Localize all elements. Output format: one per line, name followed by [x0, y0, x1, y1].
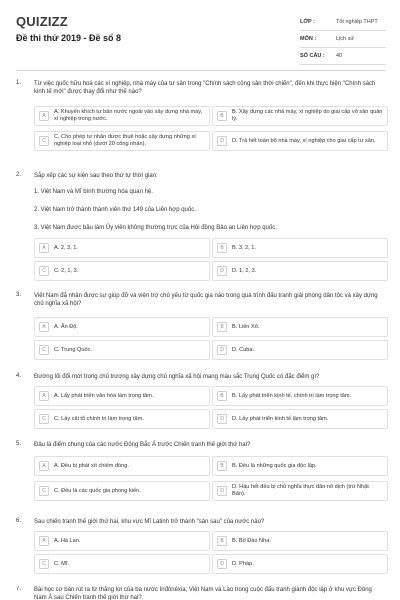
question-4: [16, 373, 388, 433]
option-d[interactable]: [212, 554, 388, 574]
question-number: 4.: [16, 373, 22, 379]
option-a[interactable]: [34, 531, 210, 551]
option-letter: C: [39, 345, 49, 355]
option-text: D. Lấy phát triển kinh tế làm trọng tâm.: [232, 415, 329, 422]
option-letter: B: [217, 243, 227, 253]
option-a[interactable]: [34, 386, 210, 406]
option-letter: D: [217, 136, 227, 146]
option-letter: A: [39, 322, 49, 332]
option-letter: D: [217, 559, 227, 569]
option-c[interactable]: [34, 409, 210, 429]
question-text: Từ việc quốc hữu hoá các xí nghiệp, nhà máy của tư sản trong "Chính sách cộng sản thời chiến", đến khi thực hiện "Chính sách kinh tế mới" được thay đổi như thế nào?: [34, 81, 376, 95]
option-d[interactable]: [212, 340, 388, 360]
option-d[interactable]: [212, 481, 388, 501]
question-1: [16, 80, 388, 162]
option-letter: B: [217, 322, 227, 332]
question-number: 5.: [16, 441, 22, 447]
option-text: A. Lấy phát triển văn hóa làm trọng tâm.: [54, 392, 154, 399]
option-text: C. Mĩ.: [54, 560, 69, 567]
question-number: 7.: [16, 586, 22, 592]
option-letter: B: [217, 536, 227, 546]
option-text: C. Lấy cải tổ chính trị làm trọng tâm.: [54, 415, 144, 422]
question-text: Sau chiến tranh thế giới thứ hai, khu vực Mĩ Latinh trở thành "sân sau" của nước nào?: [34, 519, 265, 525]
option-text: B. Bồ Đào Nha.: [232, 537, 271, 544]
option-text: A. Khuyến khích tư bản nước ngoài vào xây dựng nhà máy, xí nghiệp trong nước.: [54, 109, 203, 122]
question-number: 1.: [16, 80, 22, 86]
quizizz-logo: QUIZIZZ: [16, 14, 68, 29]
question-text: Việt Nam đã nhận được sự giúp đỡ và viện trợ chủ yếu từ quốc gia nào trong quá trình đấu tranh giải phóng dân tộc và xây dựng chủ nghĩa xã hội?: [34, 293, 378, 307]
option-text: B. Liên Xô.: [232, 323, 260, 330]
question-number: 6.: [16, 518, 22, 524]
option-b[interactable]: [212, 456, 388, 476]
option-b[interactable]: [212, 386, 388, 406]
option-letter: A: [39, 391, 49, 401]
option-letter: C: [39, 266, 49, 276]
option-text: A. Đều bị phát xít chiếm đóng.: [54, 462, 129, 469]
option-letter: D: [217, 486, 227, 496]
meta-row-subject: [300, 31, 386, 48]
option-letter: D: [217, 266, 227, 276]
option-letter: A: [39, 461, 49, 471]
question-5: [16, 441, 388, 505]
option-a[interactable]: [34, 106, 210, 126]
option-text: A. Hà Lan.: [54, 537, 81, 544]
option-text: D. Trả hết toàn bộ nhà máy, xí nghiệp cho giai cấp tư sản.: [232, 137, 376, 144]
event-line: 1. Việt Nam và Mĩ bình thường hóa quan hệ.: [34, 189, 153, 195]
option-letter: B: [217, 391, 227, 401]
option-text: B. 3, 2, 1.: [232, 244, 256, 251]
option-a[interactable]: [34, 238, 210, 258]
option-d[interactable]: [212, 261, 388, 281]
option-text: B. Lấy phát triển kinh tế, chính trị làm trọng tâm.: [232, 392, 352, 399]
question-3: [16, 292, 388, 364]
option-text: D. Cuba.: [232, 346, 255, 353]
question-2: [16, 172, 388, 282]
option-b[interactable]: [212, 531, 388, 551]
option-letter: A: [39, 536, 49, 546]
question-number: 2.: [16, 172, 22, 178]
question-text: Bài học cơ bản rút ra từ thắng lợi của ba nước Inđônêxia, Việt Nam và Lào trong cuộc đấu tranh giành độc lập ở khu vực Đông Nam Á sau Chiến tranh thế giới thứ hai?: [34, 587, 372, 600]
meta-row-count: [300, 48, 386, 65]
option-text: A. 2, 3, 1.: [54, 244, 78, 251]
option-letter: B: [217, 461, 227, 471]
option-b[interactable]: [212, 238, 388, 258]
question-text: Đường lối đổi mới trong chủ trương xây dựng chủ nghĩa xã hội mang màu sắc Trung Quốc có đặc điểm gì?: [34, 374, 320, 380]
option-text: B. Xây dựng các nhà máy, xí nghiệp do giai cấp vô sản quản lý.: [232, 109, 383, 122]
question-number: 3.: [16, 292, 22, 298]
meta-value: 40: [336, 53, 343, 59]
option-text: A. Ấn Độ.: [54, 323, 78, 330]
worksheet-meta: [300, 14, 386, 65]
option-c[interactable]: [34, 554, 210, 574]
option-text: C. Trung Quốc.: [54, 346, 92, 353]
worksheet-title: Đề thi thử 2019 - Đề số 8: [16, 33, 122, 43]
option-text: D. 1, 2, 3.: [232, 267, 257, 274]
option-letter: C: [39, 486, 49, 496]
option-letter: C: [39, 559, 49, 569]
option-letter: C: [39, 136, 49, 146]
option-a[interactable]: [34, 456, 210, 476]
meta-key: MÔN :: [300, 36, 317, 42]
meta-key: SỐ CÂU :: [300, 53, 325, 59]
option-text: C. Đều là các quốc gia phong kiến.: [54, 487, 141, 494]
option-text: B. Đều là những quốc gia độc lập.: [232, 462, 317, 469]
option-letter: D: [217, 414, 227, 424]
event-line: 3. Việt Nam được bầu làm Ủy viên không thường trực của Hội đồng Bảo an Liên hợp quốc.: [34, 225, 277, 231]
question-7: [16, 586, 388, 600]
meta-row-class: [300, 14, 386, 31]
option-b[interactable]: [212, 317, 388, 337]
event-line: 2. Việt Nam trở thành thành viên thứ 149 của Liên hợp quốc.: [34, 207, 196, 213]
option-letter: A: [39, 111, 49, 121]
question-text: Đâu là điểm chung của các nước Đông Bắc Á trước Chiến tranh thế giới thứ hai?: [34, 442, 251, 448]
option-text: C. 2, 1, 3.: [54, 267, 79, 274]
meta-value: Lịch sử: [336, 36, 355, 42]
option-d[interactable]: [212, 409, 388, 429]
meta-key: LỚP :: [300, 19, 315, 25]
option-letter: D: [217, 345, 227, 355]
option-c[interactable]: [34, 261, 210, 281]
option-a[interactable]: [34, 317, 210, 337]
option-d[interactable]: [212, 131, 388, 151]
option-c[interactable]: [34, 131, 210, 151]
option-letter: C: [39, 414, 49, 424]
header-divider: [16, 70, 386, 71]
meta-value: Tốt nghiệp THPT: [336, 19, 378, 25]
option-c[interactable]: [34, 340, 210, 360]
option-b[interactable]: [212, 106, 388, 126]
option-c[interactable]: [34, 481, 210, 501]
option-letter: B: [217, 111, 227, 121]
option-text: D. Pháp.: [232, 560, 254, 567]
question-6: [16, 518, 388, 578]
option-text: D. Hầu hết đều bị chủ nghĩa thực dân nô dịch (trừ Nhật Bản).: [232, 484, 369, 497]
worksheet-header: [0, 0, 400, 70]
option-letter: A: [39, 243, 49, 253]
option-text: C. Cho phép tư nhân được thuê hoặc xây dựng những xí nghiệp loại nhỏ (dưới 20 công nhân).: [54, 134, 196, 147]
question-text: Sắp xếp các sự kiện sau theo thứ tự thời gian:: [34, 173, 158, 179]
